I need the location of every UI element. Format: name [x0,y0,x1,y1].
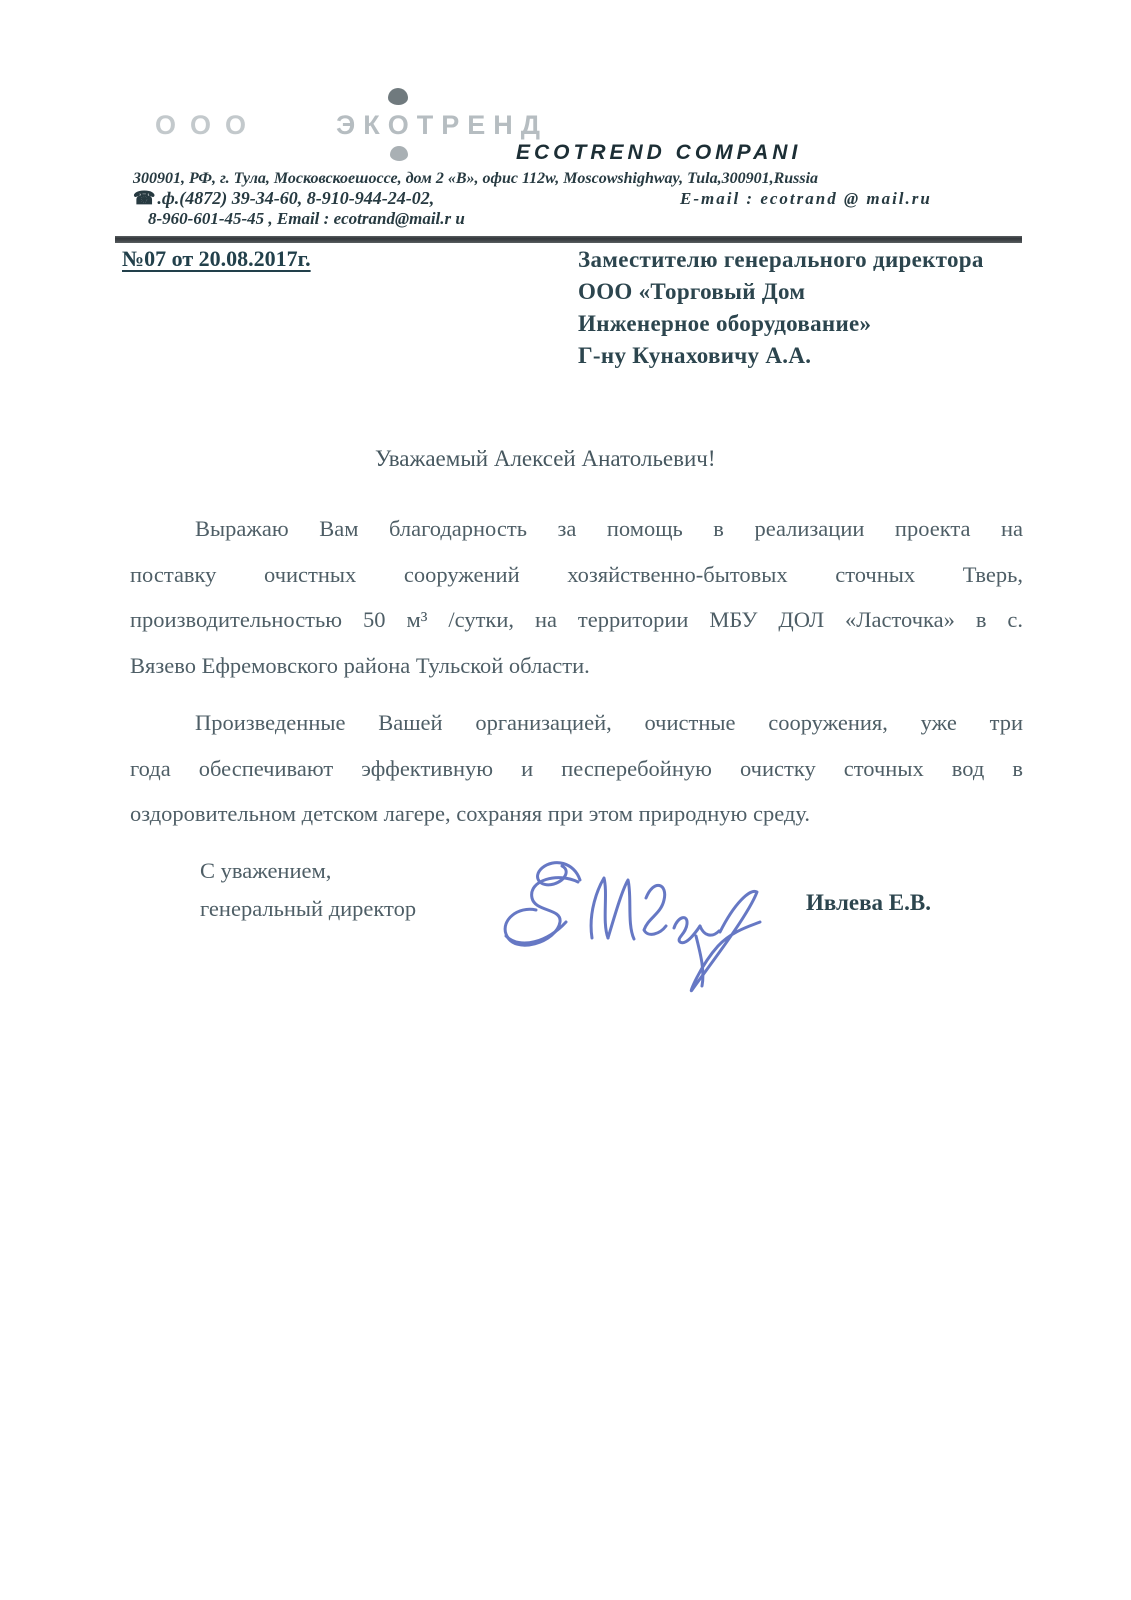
closing-block [200,852,416,928]
recipient-line: Г-ну Кунаховичу А.А. [578,343,812,368]
closing-line: С уважением, [200,858,332,883]
recipient-block [578,244,1038,372]
body-line: Произведенные Вашей организацией, очистные сооружения, уже три [195,710,1023,735]
body-line: Вязево Ефремовского района Тульской области. [130,652,590,678]
closing-line: генеральный директор [200,896,417,921]
paragraph-1 [130,506,1023,688]
recipient-line: Инженерное оборудование» [578,311,872,336]
letter-body [130,506,1023,837]
phone-line-1 [133,188,434,209]
header-divider [115,236,1022,243]
body-line: поставку очистных сооружений хозяйственно-бытовых сточных Тверь, [130,561,1023,587]
body-line: оздоровительном детском лагере, сохраняя при этом природную среду. [130,801,810,826]
company-email: E-mail : ecotrand @ mail.ru [680,189,932,208]
company-address: 300901, РФ, г. Тула, Московскоешоссе, дом 2 «В», офис 112w, Moscowshighway, Tula,300901,Russia [133,170,819,187]
logo-brand [336,110,548,141]
phone-line-1-text: .ф.(4872) 39-34-60, 8-910-944-24-02, [157,188,435,208]
phone-line-2: 8-960-601-45-45 , Email : ecotrand@mail.r u [148,209,465,228]
body-line: года обеспечивают эффективную и песперебойную очистку сточных вод в [130,755,1023,781]
salutation: Уважаемый Алексей Анатольевич! [375,446,716,471]
body-line: производительностью 50 м³ /сутки, на территории МБУ ДОЛ «Ласточка» в с. [130,607,1023,632]
logo-brand-text: ЭКОТРЕНД [336,110,548,140]
recipient-line: Заместителю генерального директора [578,247,984,272]
logo-ooo-text: ООО [155,110,261,140]
paragraph-2 [130,700,1023,837]
body-line: Выражаю Вам благодарность за помощь в реализации проекта на [195,516,1023,541]
reference-number: №07 от 20.08.2017г. [122,246,311,271]
company-name-en: ECOTREND COMPANI [516,141,802,164]
leaf-light-icon [390,146,408,161]
recipient-line: ООО «Торговый Дом [578,279,806,304]
signer-name: Ивлева Е.В. [806,890,931,915]
leaf-dark-icon [388,88,408,105]
company-logo [155,110,548,141]
handwritten-signature [462,838,782,1003]
phone-icon: ☎ [133,188,156,208]
